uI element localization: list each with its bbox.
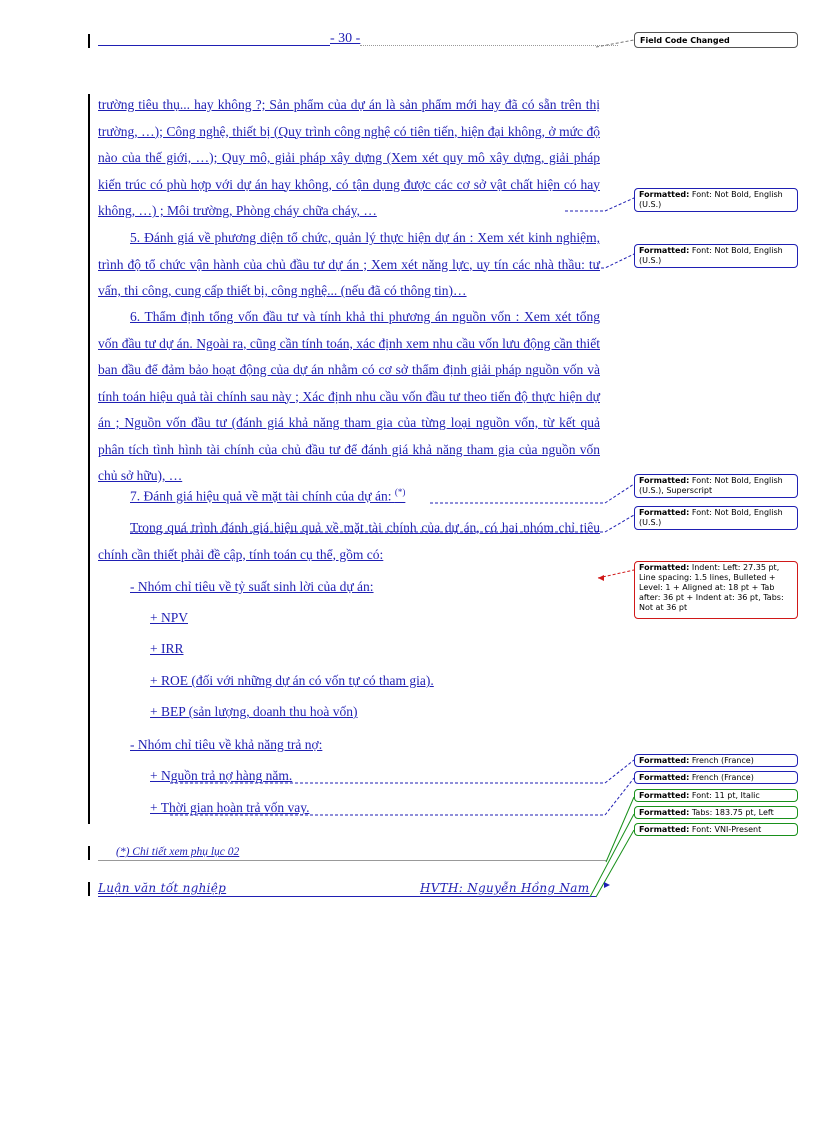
connector-b4 [130, 515, 634, 532]
balloon-formatted-7[interactable] [634, 771, 798, 784]
balloon-5-label: Formatted: [639, 563, 690, 572]
connector-b3 [430, 484, 634, 503]
footer-right-text: HVTH: Nguyễn Hồng Nam [420, 881, 590, 895]
balloon-3-label: Formatted: [639, 476, 690, 485]
connector-field-code [596, 40, 634, 47]
balloon-formatted-8[interactable] [634, 789, 798, 802]
paragraph-7-text: 7. Đánh giá hiệu quả về mặt tài chính của dự án: [130, 488, 392, 504]
connector-b2 [596, 254, 634, 268]
balloon-5-text: Indent: Left: 27.35 pt, Line spacing: 1.5 lines, Bulleted + Level: 1 + Aligned at: 18 pt + Tab after: 36 pt + Indent at: 36 pt, Tabs: Not at 36 pt [639, 563, 784, 612]
balloon-8-text: Font: 11 pt, Italic [689, 791, 760, 800]
connector-b6 [170, 760, 634, 783]
balloon-4-label: Formatted: [639, 508, 690, 517]
balloon-7-text: French (France) [689, 773, 754, 782]
balloon-formatted-5[interactable] [634, 561, 798, 619]
balloon-1-text: Font: Not Bold, English (U.S.) [639, 190, 783, 209]
balloon-1-label: Formatted: [639, 190, 690, 199]
arrow-footer [604, 882, 610, 888]
list-item-repayment-time: + Thời gian hoàn trả vốn vay. [150, 800, 310, 815]
connector-b7 [170, 778, 634, 815]
balloon-formatted-9[interactable] [634, 806, 798, 819]
paragraph-5: 5. Đánh giá về phương diện tổ chức, quản lý thực hiện dự án : Xem xét kinh nghiệm, trình độ tổ chức vận hành của chủ đầu tư dự án ; Xem xét năng lực, uy tín các nhà thầu: tư vấn, thi công, cung cấp thiết bị, công nghệ... (nếu đã có thông tin)… [98, 230, 600, 298]
paragraph-1: trường tiêu thụ... hay không ?; Sản phẩm của dự án là sản phẩm mới hay đã có sẵn trên thị trường, …); Công nghệ, thiết bị (Quy trình công nghệ có tiên tiến, hiện đại không, ở mức độ nào của thế giới, …); Quy mô, giải pháp xây dựng (Xem xét quy mô xây dựng, giải pháp kiến trúc có phù hợp với dự án hay không, có tận dụng được các cơ sở vật chất hiện có hay không, …) ; Môi trường, Phòng cháy chữa cháy, … [98, 97, 600, 218]
balloon-formatted-6[interactable] [634, 754, 798, 767]
balloon-6-text: French (France) [689, 756, 754, 765]
balloon-formatted-1[interactable] [634, 188, 798, 212]
paragraph-intro-indicators: Trong quá trình đánh giá hiệu quả về mặt tài chính của dự án, có hai nhóm chỉ tiêu chính cần thiết phải đề cập, tính toán cụ thể, gồm có: [98, 520, 600, 562]
balloon-9-label: Formatted: [639, 808, 690, 817]
footnote-text: (*) Chi tiết xem phụ lục 02 [116, 846, 240, 858]
list-item-roe: + ROE (đối với những dự án có vốn tự có tham gia). [150, 673, 434, 688]
balloon-7-label: Formatted: [639, 773, 690, 782]
balloon-formatted-10[interactable] [634, 823, 798, 836]
list-group-profitability: - Nhóm chỉ tiêu về tỷ suất sinh lời của dự án: [130, 579, 374, 594]
balloon-field-code-changed[interactable]: Field Code Changed [634, 32, 798, 48]
balloon-2-label: Formatted: [639, 246, 690, 255]
balloon-formatted-2[interactable] [634, 244, 798, 268]
connector-b1 [565, 198, 634, 211]
paragraph-6: 6. Thẩm định tổng vốn đầu tư và tính khả thi phương án nguồn vốn : Xem xét tổng vốn đầu tư dự án. Ngoài ra, cũng cần tính toán, xác định xem nhu cầu vốn lưu động cần thiết ban đầu để đảm bảo hoạt động của dự án nhằm có cơ sở thẩm định giải pháp nguồn vốn và tính toán hiệu quả tài chính sau này ; Xác định nhu cầu vốn đầu tư theo tiến độ thực hiện dự án ; Nguồn vốn đầu tư (đánh giá khả năng tham gia của từng loại nguồn vốn, từ kết quả phân tích tình hình tài chính của chủ đầu tư để đánh giá khả năng tham gia của nguồn vốn chủ sở hữu), … [98, 309, 600, 483]
list-item-repayment-source: + Nguồn trả nợ hàng năm. [150, 768, 293, 783]
balloon-9-text: Tabs: 183.75 pt, Left [689, 808, 774, 817]
footnote-ref[interactable]: (*) [394, 487, 406, 497]
balloon-2-text: Font: Not Bold, English (U.S.) [639, 246, 783, 265]
balloon-3-text: Font: Not Bold, English (U.S.), Superscript [639, 476, 783, 495]
connector-b8 [606, 797, 634, 862]
balloon-10-text: Font: VNI-Present [689, 825, 762, 834]
list-item-npv: + NPV [150, 610, 188, 625]
balloon-10-label: Formatted: [639, 825, 690, 834]
arrow-b5 [598, 575, 604, 581]
list-item-irr: + IRR [150, 641, 184, 656]
balloon-6-label: Formatted: [639, 756, 690, 765]
balloon-8-label: Formatted: [639, 791, 690, 800]
balloon-4-text: Font: Not Bold, English (U.S.) [639, 508, 783, 527]
page-number: - 30 - [330, 31, 361, 46]
balloon-formatted-3[interactable] [634, 474, 798, 498]
connector-b9 [590, 814, 634, 897]
balloon-formatted-4[interactable] [634, 506, 798, 530]
list-group-repayment: - Nhóm chỉ tiêu về khả năng trả nợ: [130, 737, 323, 752]
list-item-bep: + BEP (sản lượng, doanh thu hoà vốn) [150, 704, 358, 719]
footer-left-text: Luận văn tốt nghiệp [98, 881, 227, 895]
